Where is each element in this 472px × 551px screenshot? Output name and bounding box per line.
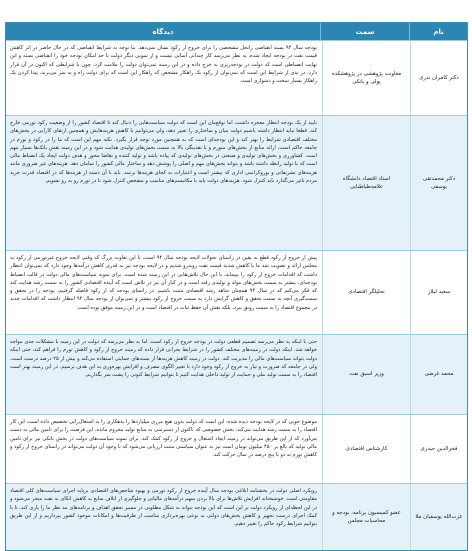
row-position: تحلیلگر اقتصادی (322, 251, 410, 334)
row-viewpoint: بودجه سال ۹۴ بسته انقباضی رانحل مشخصی را برای خروج از رکود نشان نمی‌دهد. بنا توجه به شرایط انقباضی که در حال حاضر در اثر کاهش قیمت نفت در بودجه ایجاد شده، به نظر می‌رسد کار چندانی آسانی نیست و از سویی دیگر دولت تا حد امکان بودجه خود را انقباضی بسته و این نهایت انضباطی است که دولت در بودجه‌ریزی به خرج داده و در این زمینه تمی‌توان دولت را ملامت کرد، چون با شرایطی که اکنون در آن قرار دارد، در بدی از شرایط این است که تمی‌توان از رکود یک راهکار مشخص که راهکار این است که برای دولت راه و به سر می‌برند، پیدا کردن یک راهکار بسیار سخت و دشواری است. (10, 45, 317, 84)
table-header (6, 23, 467, 40)
table-row (6, 115, 467, 250)
row-viewpoint: موضوع خوبی که در لایحه بودجه دیده شده، این است که دولت بدون هیچ مرزی میلیاردها را بدهکاری را به اشتغال‌زایی تخصیص داده است، این کار اقتصاد را به سمت رشد هدایت می‌کند. بخش خصوصی که تاکنون از دسترسی به منابع تولید محروم مانده، این فرصت را برای تامین مالی به دست می‌آورد که از این طریق می‌تواند در زمینه ایجاد اشتغال و خروج از رکود کمک کند. برای نمونه سیاست‌های دولت در بخش بانکی نیز برای تامین مالی تولید که بالغ بر ۴۵۰ میلیون تومان است نیز به عنوان سیاستی مثبت ارزیابی می‌شود که با وجود آن دولت می‌تواند در راستای خروج از رکود و کاهش تورم به دو تا پنج درصد در سال حرکت کند. (10, 419, 317, 458)
viewpoints-table (5, 22, 468, 551)
header-position: سمت (320, 23, 409, 40)
row-viewpoint: تایید از یک بودجه انتظار معجزه داشت، اما توقع‌مان این است که دولت سیاست‌هایی را دنبال کند تا اقتصاد کشور را از وضعیت رکود تورمی خارج کند. قطعا نباید انتظار داشته باشیم دولت بنیان و ساختاری را تغییر دهد، ولی می‌توانیم با کاهش هزینه‌هایش و همچنین ارتقای کارایی در بخش‌های مختلف اقتصادی شرایط را بهتر کند و این بودجه‌ای است که به همچنین مورد توجه قرار بگیرد. نکته مهم این است که ما را در رکود و تورم در جامعه حاکم است، ارائه منابع از بخش‌های متورم و با نقدینگی بالا به سمت بخش‌های تولیدی هدایت شود و در این زمینه نقش بانک‌ها بسیار مهم است. کشاورزی و بخش‌های تولیدی و صنعتی در بخش‌های تولیدی که پیاده باشد و تولید کننده و تقاضا محور و هدف دولت ایجاد یک انضباط مالی است که با تولید رابطه داشته باشد و بتواند بخش‌های مهم و اصلی را پوشش دهد و ساختار مالی کشور را سامان دهد. هزینه‌های غیر ضروری مانند هزینه‌های تشریفاتی و بوروکراسی اداری که بیشتر است و اعتبارات به کجای هزینه‌ها برسد. باید با آن دسته از هزینه‌ها که در اقتصاد قدرت خرید مردم تاثیر می‌گذارد باید کنترل شود. هزینه‌های دولت باید با مکانیسم‌های مناسب و مشخص کنترل شود تا در تورم رو به رو نشویم. (10, 120, 317, 184)
row-position: معاونت پژوهشی در پژوهشکده پولی و بانکی (322, 41, 410, 115)
row-viewpoint: پیش از خروج از رکود قطع به یقین در راستای تحولات لایحه بودجه سال ۹۴ است، تا این تفاوت بزرگ که وقتی لایحه خروج غیرتورمی از رکود به مجلس ارائه و تصویب شد ما با کاهش شدید قیمت نفت روبه‌رو شدیم و در لایحه بودجه نیز به قدری کاهش درآمدها وجود دارد که نمی‌توان انتظار داشت که اقدامات خروج از رکود را بپیماید، با این حال تلاش‌هایی در این زمینه شده است. برای نمونه سیاست‌های مالی دولت در قالب انضباط بودجه‌ای، بیشتر به سمت بخش‌های مولد و تولیدی رفته است و در کنار آن نیز در تلاش است که آینده اقتصادی کشور را به سمت رشد هدایت کند که فکر می‌کنم که در سال ۹۴ همچنان شاهد رشد اقتصادی مثبت باشیم. در راستای بودجه که از رکود فاصله گرفتیم، بودجه را در تحقق و سمت‌گیری آنچه به سمت تحقق و کاهش گرایش دارد به سمت خروج از رکود بیشتر و تمی‌توان از بودجه سال ۹۴ انتظار داشت که اقدامات جدید در مجموع اقتصاد را به سمت رونق ببرد، بلکه نقش آن حفظ ثبات در اقتصاد است و در این زمینه موفق بوده است. (10, 255, 318, 311)
row-name: عزت‌الله یوسفیان ملا (410, 484, 467, 550)
row-name: دکتر محمدتقی یوسفی (410, 116, 467, 250)
table-row (6, 40, 467, 115)
row-position: عضو کمیسیون برنامه، بودجه و محاسبات مجلس (322, 484, 410, 550)
row-name: دکتر کامران ندری (410, 41, 467, 115)
table-row (6, 334, 467, 414)
header-viewpoint: دیدگاه (152, 27, 174, 36)
row-name: فخرالدین حیدری (410, 415, 467, 483)
row-position: استاد اقتصاد دانشگاه علامه‌طباطبایی (322, 116, 410, 250)
row-position: وزیر اسبق نفت (322, 335, 410, 414)
row-position: کارشناس اقتصادی (322, 415, 410, 483)
row-name: سعید لیلاز (410, 251, 467, 334)
row-viewpoint: رویکرد اصلی دولت در بخشنامه ابلاغی بودجه سال آینده خروج از رکود تورمی و بهبود شاخص‌های اقتصادی برپایه اجرای سیاست‌های کلی اقتصاد مقاومتی است. خوشبختانه افزایش تلاش‌ها برای بالا بردن سهم درآمدهای مالیاتی و جلوگیری از اتلاف منابع به کاهش اتکای به نفت منجر می‌شود و در این لحظه‌ای از رویکرد دولت بر این است که این بودجه بتواند به شکل مطلوبی در مسیر تحقق اهداف و برنامه‌های مد نظر ما را یاری کند. تا با کمک اجرای درست تجهیز و کاهش بخش‌های دولتی به نوعی بهره‌برداری مناسب از ظرفیت‌ها و امکانات موجود کشور بپردازیم و از این طریق بتوانیم شرایط رکود حاکم را تغییر دهیم. (10, 488, 317, 527)
row-viewpoint: حتی با اینکه به نظر می‌رسد تصمیم قطعی دولت در بودجه خروج از رکود است، اما به نظر می‌رسد که دولت در این زمینه با مشکلات جدی مواجه خواهد شد. اینکه دولت در زمینه‌های مختلف کشور را در شرایط بحرانی قرار داده که زمینه خروج از رکود و کاهش تورم را فراهم کند، حتی اینکه دولت بتواند سیاست‌های مالی را مدیریت کند. دولت در زمینه کاهش هزینه‌ها از بسته‌های حمایتی استفاده می‌کند و بیش از ۲۵ درصد درست است، ولی در جامعه که ضرورت و نیاز به خروج از رکود وجود دارد با تغییر الگوی مصرف و افزایش بهره‌وری به این هدف برسیم. در این زمینه بهتر است اقتصاد را به سمت تولید ملی و حمایت از تولید داخلی هدایت کنیم تا بتوانیم شرایط کنونی را پشت سر بگذاریم. (10, 339, 317, 378)
table-row (6, 250, 467, 334)
row-name: محمد غرضی (410, 335, 467, 414)
table-row (6, 414, 467, 483)
table-row (6, 483, 467, 550)
header-name: نام (409, 23, 467, 40)
